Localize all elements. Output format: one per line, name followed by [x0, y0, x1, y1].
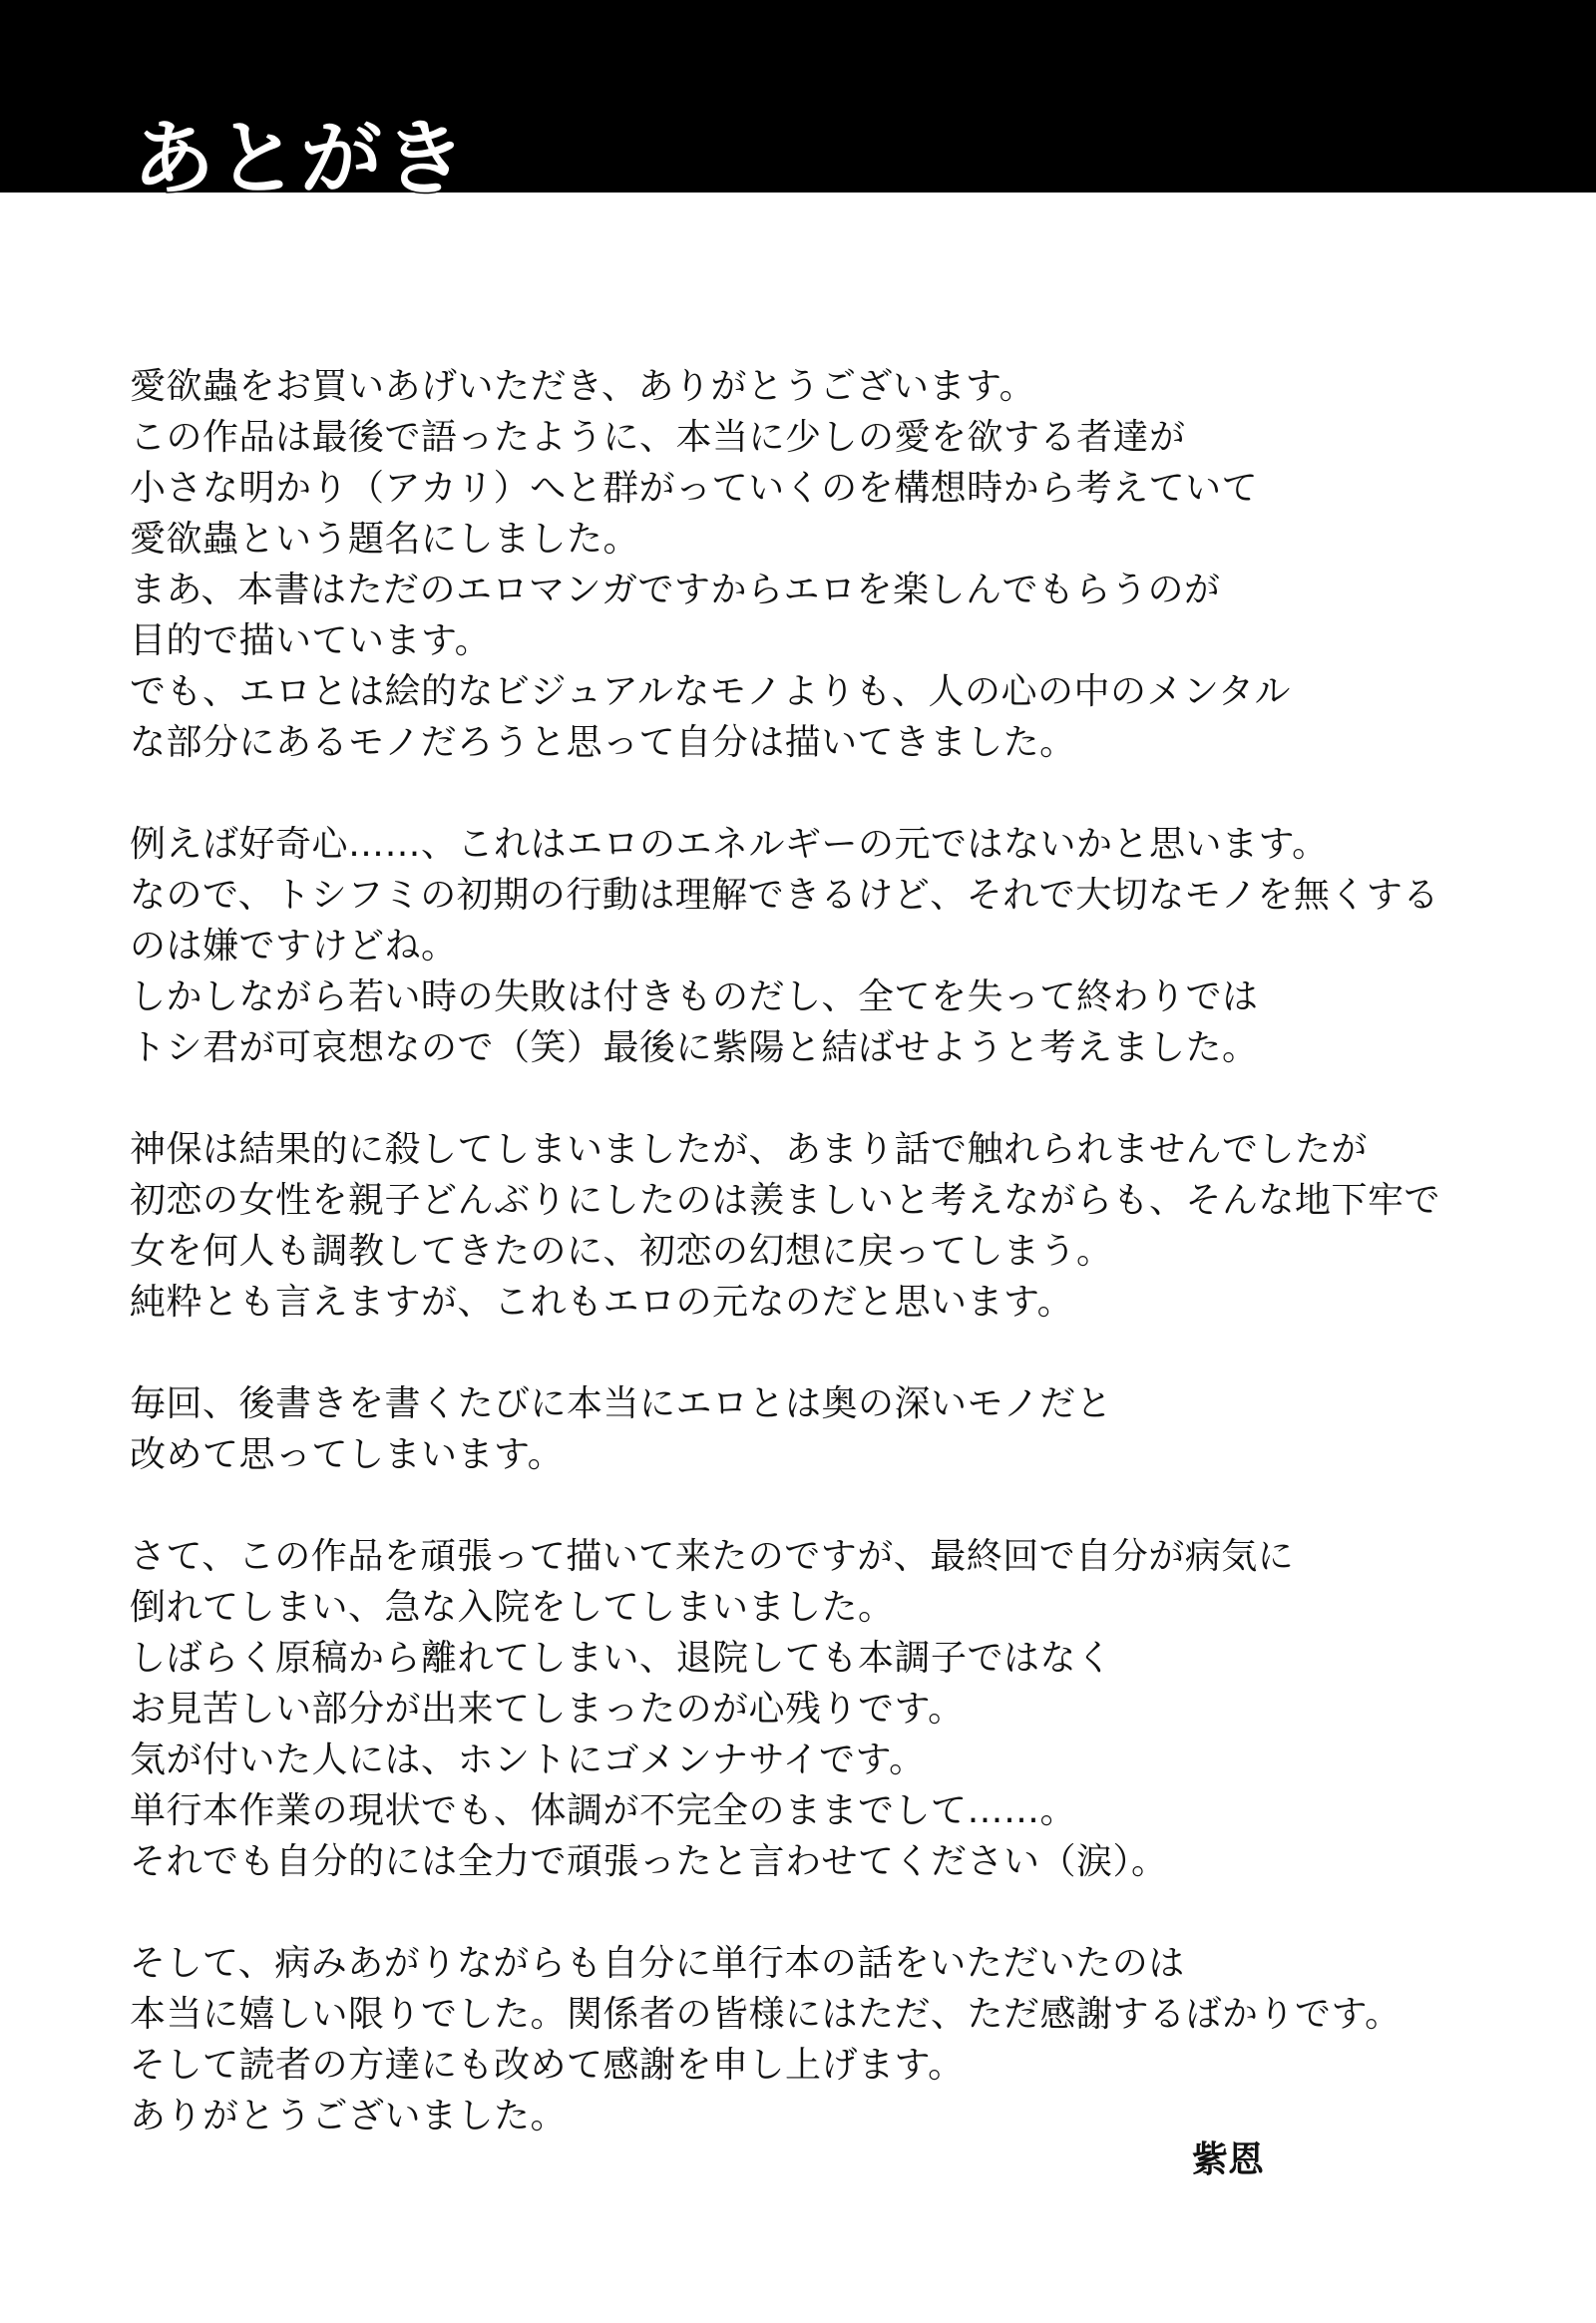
text-line: 気が付いた人には、ホントにゴメンナサイです。 [130, 1740, 926, 1780]
text-line: 改めて思ってしまいます。 [130, 1434, 565, 1475]
text-line: 純粋とも言えますが、これもエロの元なのだと思います。 [130, 1282, 1074, 1323]
text-line: お見苦しい部分が出来てしまったのが心残りです。 [130, 1689, 965, 1730]
paragraph-gap [130, 1328, 1526, 1378]
text-line: 単行本作業の現状でも、体調が不完全のままでして……。 [130, 1790, 1077, 1831]
paragraph [130, 1378, 1526, 1480]
text-line: さて、この作品を頑張って描いて来たのですが、最終回で自分が病気に [130, 1536, 1295, 1577]
text-line: この作品は最後で語ったように、本当に少しの愛を欲する者達が [130, 417, 1186, 458]
paragraph-gap [130, 1480, 1526, 1531]
paragraph [130, 361, 1526, 768]
text-line: 愛欲蟲という題名にしました。 [130, 519, 640, 560]
paragraph [130, 819, 1526, 1073]
text-line: まあ、本書はただのエロマンガですからエロを楽しんでもらうのが [130, 570, 1221, 610]
text-line: しばらく原稿から離れてしまい、退院しても本調子ではなく [130, 1638, 1113, 1679]
text-line: なので、トシフミの初期の行動は理解できるけど、それで大切なモノを無くする [130, 875, 1439, 916]
text-line: な部分にあるモノだろうと思って自分は描いてきました。 [130, 722, 1076, 763]
text-line: 例えば好奇心……、これはエロのエネルギーの元ではないかと思います。 [130, 824, 1329, 865]
text-line: トシ君が可哀想なので（笑）最後に紫陽と結ばせようと考えました。 [130, 1027, 1259, 1068]
paragraph-gap [130, 768, 1526, 819]
paragraph-gap [130, 1073, 1526, 1124]
paragraph [130, 1938, 1526, 2141]
text-line: しかしながら若い時の失敗は付きものだし、全てを失って終わりでは [130, 976, 1259, 1017]
paragraph-gap [130, 1887, 1526, 1938]
afterword-body [130, 361, 1526, 2141]
text-line: そして読者の方達にも改めて感謝を申し上げます。 [130, 2045, 965, 2086]
text-line: 初恋の女性を親子どんぶりにしたのは羨ましいと考えながらも、そんな地下牢で [130, 1180, 1441, 1221]
text-line: 愛欲蟲をお買いあげいただき、ありがとうございます。 [130, 366, 1036, 407]
text-line: それでも自分的には全力で頑張ったと言わせてください（涙）。 [130, 1841, 1168, 1882]
text-line: ありがとうございました。 [130, 2096, 568, 2136]
text-line: でも、エロとは絵的なビジュアルなモノよりも、人の心の中のメンタル [130, 671, 1292, 712]
text-line: そして、病みあがりながらも自分に単行本の話をいただいたのは [130, 1943, 1185, 1984]
paragraph [130, 1531, 1526, 1887]
text-line: 倒れてしまい、急な入院をしてしまいました。 [130, 1587, 895, 1628]
text-line: 小さな明かり（アカリ）へと群がっていくのを構想時から考えていて [130, 468, 1259, 509]
text-line: 本当に嬉しい限りでした。関係者の皆様にはただ、ただ感謝するばかりです。 [130, 1994, 1401, 2035]
page-title: あとがき [133, 112, 469, 206]
author-signature: 紫恩 [1192, 2139, 1265, 2180]
paragraph [130, 1124, 1526, 1328]
text-line: 目的で描いています。 [130, 620, 492, 661]
text-line: 神保は結果的に殺してしまいましたが、あまり話で触れられませんでしたが [130, 1129, 1369, 1170]
text-line: 女を何人も調教してきたのに、初恋の幻想に戻ってしまう。 [130, 1231, 1113, 1272]
text-line: 毎回、後書きを書くたびに本当にエロとは奥の深いモノだと [130, 1383, 1113, 1424]
text-line: のは嫌ですけどね。 [130, 926, 458, 967]
